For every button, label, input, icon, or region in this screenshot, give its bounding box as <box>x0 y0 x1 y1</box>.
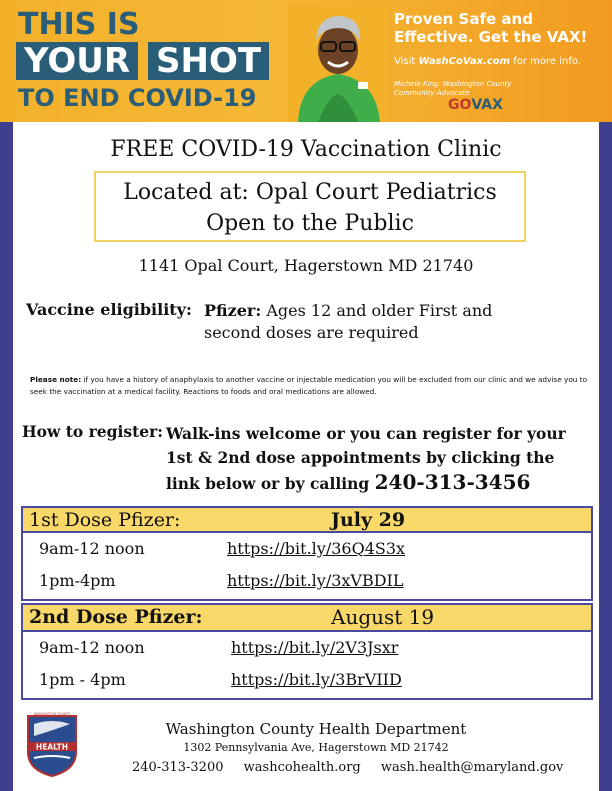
banner-headline-3: TO END COVID-19 <box>18 84 257 112</box>
banner-shot: SHOT <box>148 42 269 80</box>
footer-website[interactable]: washcohealth.org <box>243 760 361 775</box>
banner-headline-1: THIS IS <box>18 7 140 42</box>
dose2-slot2-link[interactable]: https://bit.ly/3BrVIID <box>231 670 402 689</box>
dose1-slot2-link[interactable]: https://bit.ly/3xVBDIL <box>227 571 404 590</box>
location-line-1: Located at: Opal Court Pediatrics <box>123 180 497 205</box>
banner-visit: Visit WashCoVax.com for more info. <box>394 56 582 67</box>
banner-visit-link[interactable]: WashCoVax.com <box>418 56 511 67</box>
page-title: FREE COVID-19 Vaccination Clinic <box>110 137 502 162</box>
eligibility-label: Vaccine eligibility: <box>26 300 192 319</box>
register-label: How to register: <box>22 422 164 441</box>
advocate-photo <box>288 2 388 122</box>
right-border <box>599 122 612 791</box>
register-text: Walk-ins welcome or you can register for your 1st & 2nd dose appointments by clicking the link below or by calling 240-313-3456 <box>166 424 566 494</box>
anaphylaxis-note: Please note: if you have a history of anaphylaxis to another vaccine or injectable medication you will be excluded from our clinic and we advise you to seek the vaccination at a medical facility. Reactions to foods and oral medications are allowed. <box>30 375 588 396</box>
dose1-schedule <box>21 533 593 601</box>
dose2-date: August 19 <box>331 605 435 629</box>
dose2-slot2-time: 1pm - 4pm <box>39 670 126 689</box>
clinic-address: 1141 Opal Court, Hagerstown MD 21740 <box>138 256 474 275</box>
dose1-name: 1st Dose Pfizer: <box>29 509 181 531</box>
banner-advocate-caption: Michele King: Washington County Community Advocate <box>394 80 512 97</box>
govax-logo: GOVAX <box>448 97 503 113</box>
dose2-schedule <box>21 632 593 700</box>
footer-organization: Washington County Health Department <box>165 720 467 738</box>
dose2-slot1-link[interactable]: https://bit.ly/2V3Jsxr <box>231 638 399 657</box>
location-line-2: Open to the Public <box>206 211 414 236</box>
header-banner <box>0 0 612 122</box>
footer-contact <box>132 760 577 775</box>
location-box <box>94 171 526 242</box>
logo-health-text: HEALTH <box>35 742 69 752</box>
dose1-slot2-time: 1pm-4pm <box>39 571 116 590</box>
dose1-slot1-link[interactable]: https://bit.ly/36Q4S3x <box>227 539 406 558</box>
dose2-header <box>21 603 593 632</box>
logo-top-text: WASHINGTON COUNTY <box>33 712 71 716</box>
dose1-slot1-time: 9am-12 noon <box>39 539 145 558</box>
left-border <box>0 122 13 791</box>
banner-tagline: Proven Safe and Effective. Get the VAX! <box>394 10 588 46</box>
footer-address: 1302 Pennsylvania Ave, Hagerstown MD 21742 <box>183 741 449 754</box>
dose2-name: 2nd Dose Pfizer: <box>29 606 203 628</box>
register-phone[interactable]: 240-313-3456 <box>374 470 531 494</box>
eligibility-text: Pfizer: Ages 12 and older First and second doses are required <box>204 301 493 342</box>
footer-phone[interactable]: 240-313-3200 <box>132 760 224 775</box>
dose1-date: July 29 <box>331 509 406 531</box>
dose2-slot1-time: 9am-12 noon <box>39 638 145 657</box>
banner-your: YOUR <box>16 42 138 80</box>
footer-email[interactable]: wash.health@maryland.gov <box>380 760 564 775</box>
dose1-header <box>21 506 593 533</box>
